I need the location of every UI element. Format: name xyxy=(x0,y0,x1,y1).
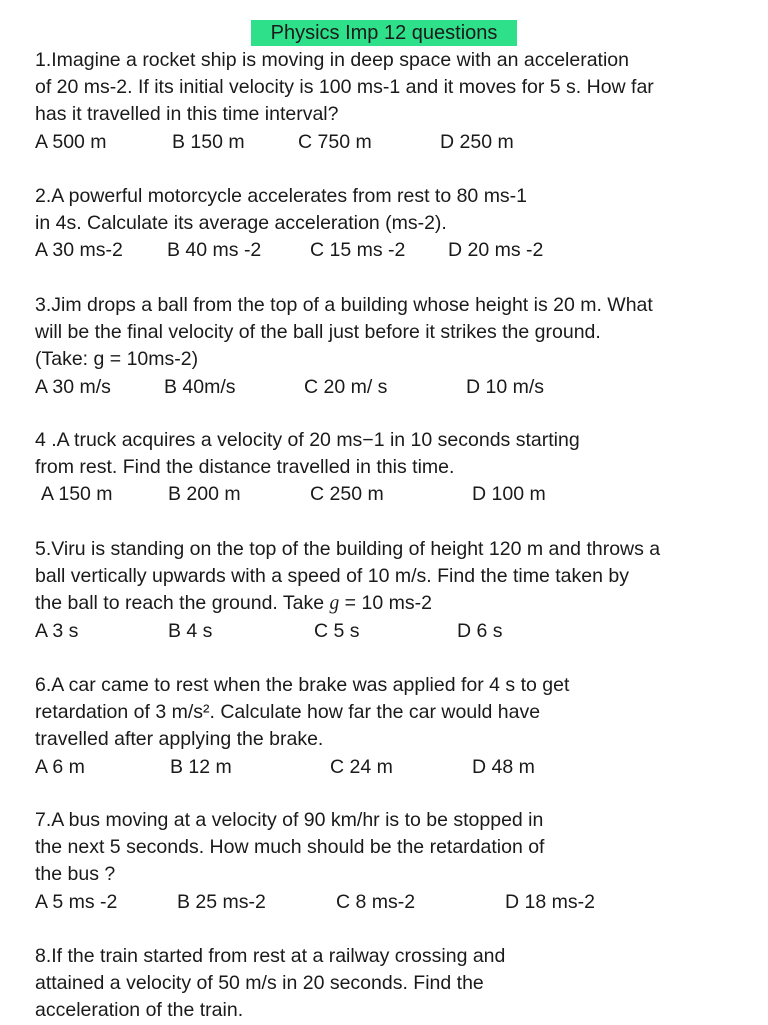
page-title: Physics Imp 12 questions xyxy=(251,20,517,46)
question-text: in 4s. Calculate its average acceleration (ms-2). xyxy=(35,212,447,235)
question-text: has it travelled in this time interval? xyxy=(35,103,339,126)
option-d: D 20 ms -2 xyxy=(448,239,544,262)
option-c: C 15 ms -2 xyxy=(310,239,406,262)
option-d: D 250 m xyxy=(440,130,514,153)
question-text: 4 .A truck acquires a velocity of 20 ms−1 in 10 seconds starting xyxy=(35,429,580,451)
question-6 xyxy=(35,672,735,781)
option-b: B 150 m xyxy=(172,130,245,153)
question-4 xyxy=(35,427,735,509)
question-text: 6.A car came to rest when the brake was applied for 4 s to get xyxy=(35,674,570,696)
option-d: D 18 ms-2 xyxy=(505,890,595,913)
option-c: C 5 s xyxy=(314,619,360,642)
question-text: 7.A bus moving at a velocity of 90 km/hr is to be stopped in xyxy=(35,809,544,831)
question-7 xyxy=(35,807,735,916)
question-text: travelled after applying the brake. xyxy=(35,728,324,751)
answer-options xyxy=(35,618,735,645)
option-c: C 24 m xyxy=(330,755,393,778)
option-a: A 150 m xyxy=(41,483,113,506)
question-1 xyxy=(35,47,735,156)
answer-options xyxy=(35,374,735,401)
answer-options xyxy=(35,754,735,781)
option-b: B 40 ms -2 xyxy=(167,239,262,262)
question-text: 3.Jim drops a ball from the top of a building whose height is 20 m. What xyxy=(35,294,653,316)
question-text: acceleration of the train. xyxy=(35,999,244,1022)
option-d: D 100 m xyxy=(472,483,546,506)
answer-options xyxy=(35,481,735,508)
answer-options xyxy=(35,889,735,916)
option-a: A 3 s xyxy=(35,619,79,642)
question-text-part: = 10 ms-2 xyxy=(339,592,432,615)
option-c: C 750 m xyxy=(298,130,372,153)
question-text: will be the final velocity of the ball just before it strikes the ground. xyxy=(35,321,601,344)
option-a: A 6 m xyxy=(35,755,85,778)
option-c: C 20 m/ s xyxy=(304,375,388,398)
option-d: D 6 s xyxy=(457,619,503,642)
option-c: C 250 m xyxy=(310,483,384,506)
option-a: A 30 m/s xyxy=(35,375,111,398)
option-b: B 4 s xyxy=(168,619,213,642)
question-text: retardation of 3 m/s². Calculate how far the car would have xyxy=(35,701,541,724)
option-b: B 200 m xyxy=(168,483,241,506)
question-text-part: the ball to reach the ground. Take xyxy=(35,592,330,615)
question-text: the next 5 seconds. How much should be the retardation of xyxy=(35,836,545,859)
gravity-symbol: g xyxy=(329,593,340,615)
question-text: of 20 ms-2. If its initial velocity is 100 ms-1 and it moves for 5 s. How far xyxy=(35,76,654,99)
question-text: attained a velocity of 50 m/s in 20 seconds. Find the xyxy=(35,972,484,995)
question-text: 5.Viru is standing on the top of the building of height 120 m and throws a xyxy=(35,538,661,560)
option-a: A 30 ms-2 xyxy=(35,239,123,262)
question-3 xyxy=(35,292,735,401)
question-text: the bus ? xyxy=(35,863,116,886)
question-8 xyxy=(35,943,735,1025)
option-a: A 500 m xyxy=(35,130,107,153)
option-b: B 12 m xyxy=(170,755,232,778)
question-text xyxy=(35,590,735,617)
answer-options xyxy=(35,237,735,264)
option-c: C 8 ms-2 xyxy=(336,890,416,913)
question-text: (Take: g = 10ms-2) xyxy=(35,348,199,371)
question-5 xyxy=(35,536,735,645)
answer-options xyxy=(35,129,735,156)
question-text: from rest. Find the distance travelled in this time. xyxy=(35,456,455,479)
option-d: D 10 m/s xyxy=(466,375,545,398)
option-a: A 5 ms -2 xyxy=(35,890,118,913)
question-2 xyxy=(35,183,735,265)
question-text: 1.Imagine a rocket ship is moving in deep space with an acceleration xyxy=(35,49,629,71)
question-text: ball vertically upwards with a speed of 10 m/s. Find the time taken by xyxy=(35,565,629,588)
option-b: B 25 ms-2 xyxy=(177,890,266,913)
option-d: D 48 m xyxy=(472,755,535,778)
question-text: 8.If the train started from rest at a railway crossing and xyxy=(35,945,506,967)
question-text: 2.A powerful motorcycle accelerates from rest to 80 ms-1 xyxy=(35,185,528,207)
option-b: B 40m/s xyxy=(164,375,236,398)
